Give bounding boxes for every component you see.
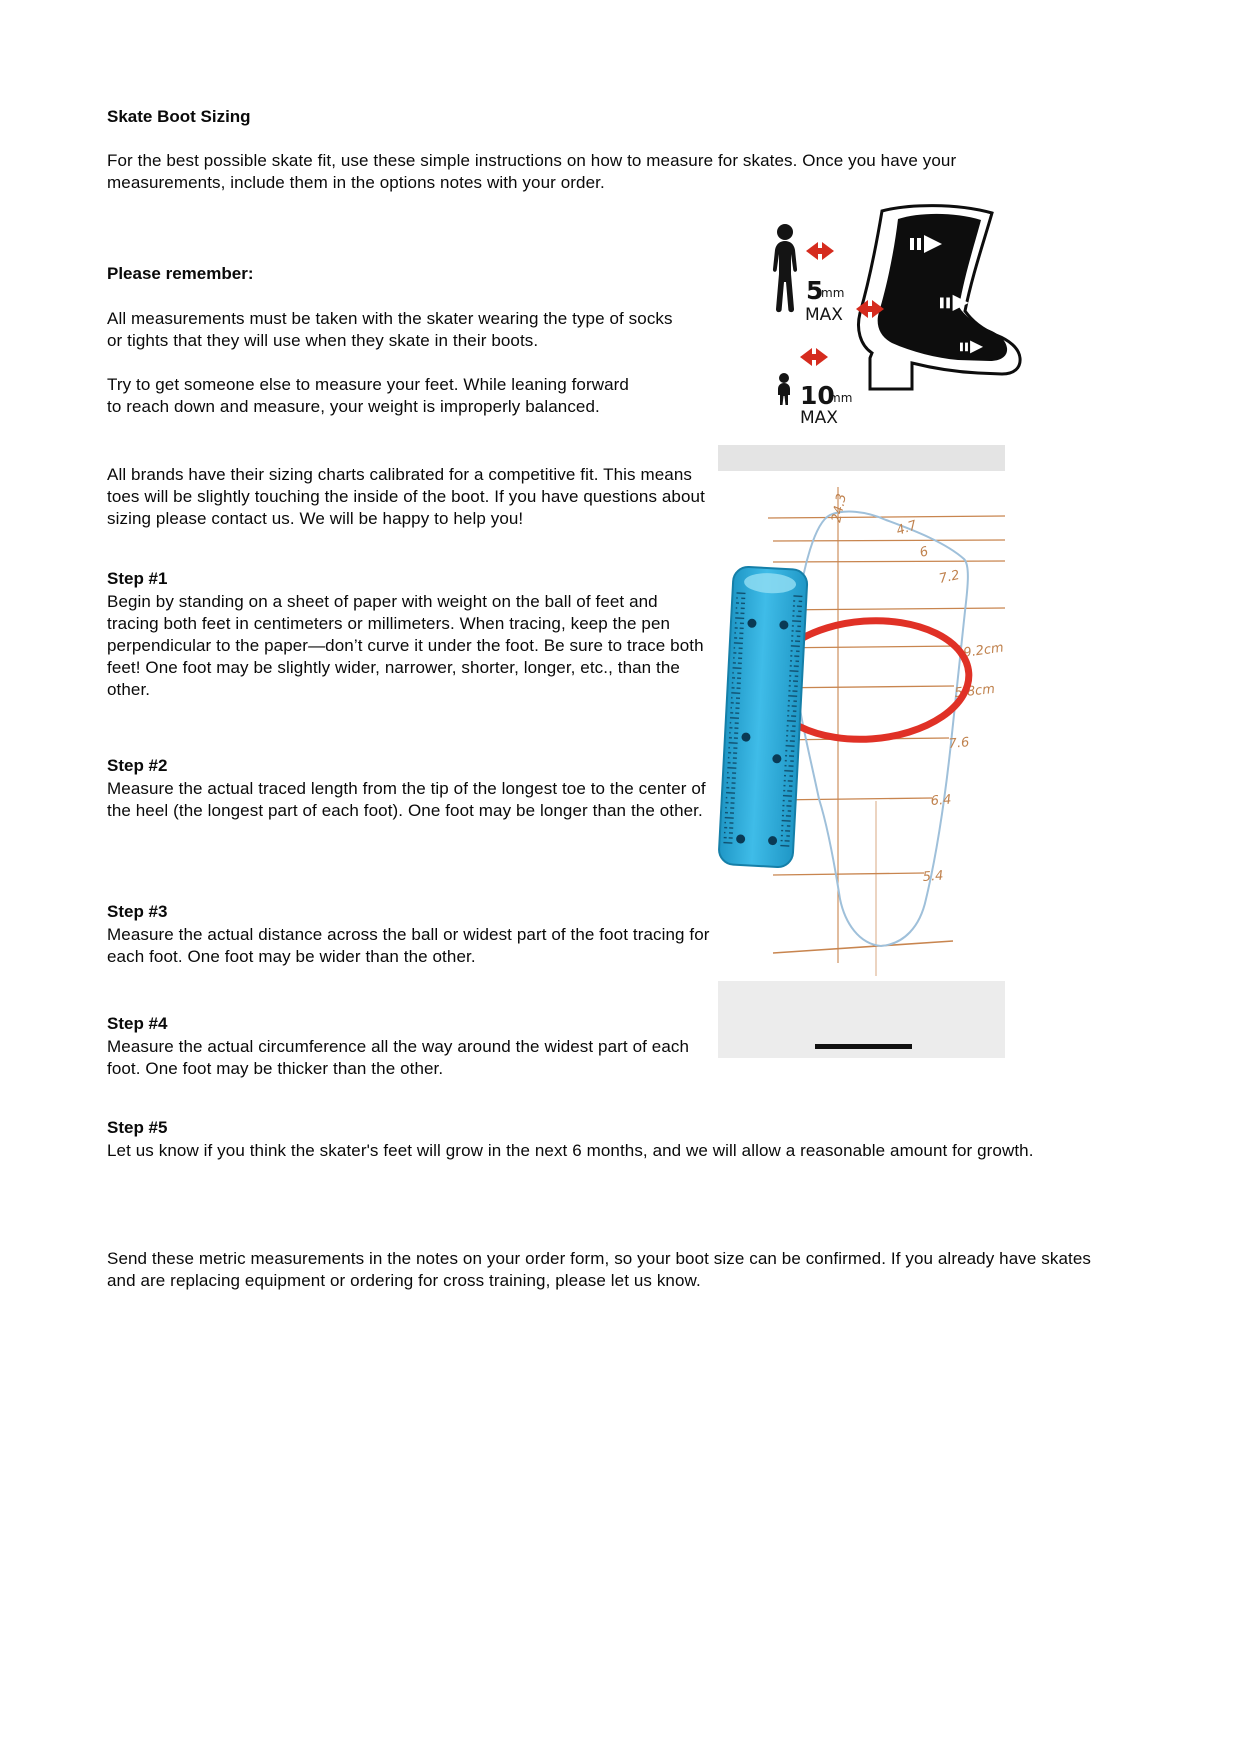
step-block-5 bbox=[107, 1117, 1072, 1162]
boot-liner-silhouette bbox=[878, 214, 1007, 361]
step-5-body: Let us know if you think the skater's feet will grow in the next 6 months, and we will allow a reasonable amount for growth. bbox=[107, 1141, 1034, 1160]
measurement-labels bbox=[829, 492, 1004, 885]
boot-fit-diagram bbox=[750, 198, 1022, 425]
remember-paragraph-1: All measurements must be taken with the skater wearing the type of socks or tights that they will use when they skate in their boots. bbox=[107, 309, 673, 350]
gap-arrow-icon-child bbox=[800, 348, 828, 366]
width-label-8: 5.4 bbox=[922, 868, 944, 885]
length-label: 24.3 bbox=[829, 492, 850, 524]
step-block-4 bbox=[107, 1013, 722, 1080]
child-silhouette-icon bbox=[778, 373, 790, 405]
boot-fit-illustration bbox=[750, 198, 1022, 425]
gap-arrow-icon-adult bbox=[806, 242, 834, 260]
intro-paragraph: For the best possible skate fit, use these simple instructions on how to measure for skates. Once you have your measurements, include them in the options notes with your order. bbox=[107, 151, 957, 192]
step-2-heading: Step #2 bbox=[107, 756, 168, 775]
step-block-2 bbox=[107, 755, 707, 822]
step-1-body: Begin by standing on a sheet of paper with weight on the ball of feet and tracing both feet in centimeters or millimeters. When tracing, keep the pen perpendicular to the paper—don’t curve it under the foot. Be sure to trace both feet! One foot may be slightly wider, narrower, shorter, longer, etc., than the other. bbox=[107, 592, 704, 699]
step-5-heading: Step #5 bbox=[107, 1118, 168, 1137]
page-title: Skate Boot Sizing bbox=[107, 107, 251, 126]
width-label-6: 7.6 bbox=[948, 735, 970, 752]
step-2-body: Measure the actual traced length from the tip of the longest toe to the center of the heel (the longest part of each foot). One foot may be longer than the other. bbox=[107, 779, 706, 820]
adult-gap-max-label: MAX bbox=[805, 305, 843, 325]
remember-heading: Please remember: bbox=[107, 264, 254, 283]
adult-gap-unit: mm bbox=[821, 286, 845, 300]
step-4-heading: Step #4 bbox=[107, 1014, 168, 1033]
adult-silhouette-icon bbox=[773, 224, 797, 312]
width-label-3: 7.2 bbox=[937, 567, 962, 587]
scan-top-bar bbox=[718, 445, 1005, 471]
width-label-5: 5.8cm bbox=[953, 681, 996, 701]
scan-bottom-box bbox=[718, 981, 1005, 1058]
closing-paragraph: Send these metric measurements in the notes on your order form, so your boot size can be confirmed. If you already have skates and are replacing equipment or ordering for cross training, please let us know. bbox=[107, 1249, 1091, 1290]
step-block-1 bbox=[107, 568, 712, 701]
step-4-body: Measure the actual circumference all the way around the widest part of each foot. One foot may be thicker than the other. bbox=[107, 1037, 690, 1078]
foot-tracing-illustration bbox=[718, 471, 1005, 981]
step-block-3 bbox=[107, 901, 712, 968]
adult-gap-value: 5 bbox=[806, 276, 824, 305]
child-gap-unit: mm bbox=[829, 391, 853, 405]
boot-illustration bbox=[856, 206, 1020, 389]
step-3-body: Measure the actual distance across the ball or widest part of the foot tracing for each foot. One foot may be wider than the other. bbox=[107, 925, 710, 966]
step-1-heading: Step #1 bbox=[107, 569, 168, 588]
remember-paragraph-2: Try to get someone else to measure your feet. While leaning forward to reach down and measure, your weight is improperly balanced. bbox=[107, 375, 629, 416]
width-label-1: 4.7 bbox=[894, 518, 919, 539]
child-gap-max-label: MAX bbox=[800, 408, 838, 425]
remember-paragraph-3: All brands have their sizing charts calibrated for a competitive fit. This means toes will be slightly touching the inside of the boot. If you have questions about sizing please contact us. We will be happy to help you! bbox=[107, 465, 705, 528]
underline-mark bbox=[815, 1044, 912, 1049]
width-label-4: 9.2cm bbox=[962, 640, 1005, 661]
child-gap-value: 10 bbox=[800, 381, 835, 410]
step-3-heading: Step #3 bbox=[107, 902, 168, 921]
foot-tracing-figure bbox=[718, 471, 1005, 981]
width-label-2: 6 bbox=[918, 544, 931, 561]
ruler bbox=[718, 566, 807, 867]
measurement-lines bbox=[766, 487, 1005, 976]
width-label-7: 6.4 bbox=[930, 792, 952, 809]
